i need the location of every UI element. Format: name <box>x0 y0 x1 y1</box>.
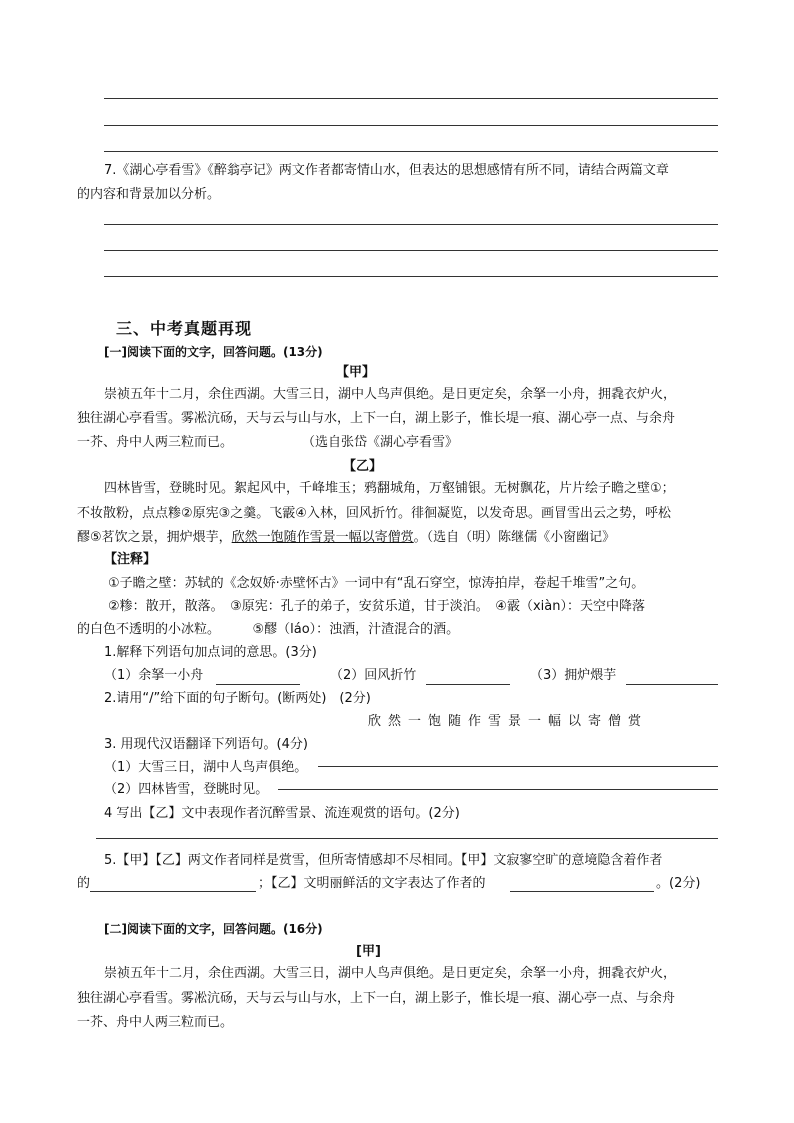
answer-line[interactable] <box>104 151 718 152</box>
q4-text: 4 写出【乙】文中表现作者沉醉雪景、流连观赏的语句。(2分) <box>104 806 460 821</box>
yi-label: 【乙】 <box>343 459 383 474</box>
answer-line[interactable] <box>96 838 718 839</box>
q3-item-1: （1）大雪三日，湖中人鸟声俱绝。 <box>104 760 308 775</box>
note-line: 的白色不透明的小冰粒。 ⑤醪（láo）：浊酒，汁渣混合的酒。 <box>77 622 460 637</box>
part1-header: [一]阅读下面的文字，回答问题。(13分) <box>104 345 323 359</box>
answer-blank[interactable] <box>510 891 654 892</box>
q1-item-1: （1）余拏一小舟 <box>104 668 204 683</box>
underlined-sentence: 欣然一饱随作雪景一幅以寄僧赏 <box>231 530 414 545</box>
answer-blank[interactable] <box>318 766 718 767</box>
answer-line[interactable] <box>104 224 718 225</box>
yi-text-line: 不妆散粉，点点糁②原宪③之羹。飞霰④入林，回风折竹。徘徊凝览，以发奇思。画冒雪出云之势，呼松 <box>77 506 671 521</box>
part2-header: [二]阅读下面的文字，回答问题。(16分) <box>104 922 323 936</box>
jia-text-line: 崇祯五年十二月，余住西湖。大雪三日，湖中人鸟声俱绝。是日更定矣，余拏一小舟，拥毳衣炉火， <box>104 387 677 402</box>
answer-line[interactable] <box>104 125 718 126</box>
q2-sentence: 欣然一饱随作雪景一幅以寄僧赏 <box>368 714 649 729</box>
question-7-line2: 的内容和背景加以分析。 <box>77 187 221 202</box>
q5-suffix: 。(2分) <box>656 876 701 891</box>
notes-label: 【注释】 <box>104 552 157 567</box>
yi-text-line <box>77 530 615 546</box>
q2-text: 2.请用“/”给下面的句子断句。(断两处) (2分) <box>104 691 371 706</box>
jia-text-line: 一芥、舟中人两三粒而已。 <box>77 435 234 450</box>
q5-line1: 5.【甲】【乙】两文作者同样是赏雪，但所寄情感却不尽相同。【甲】文寂寥空旷的意境隐含着作者 <box>104 853 663 868</box>
yi-text-part: 醪⑤茗饮之景，拥炉煨芋， <box>77 530 232 545</box>
section-title: 三、中考真题再现 <box>116 319 253 338</box>
part2-jia-line: 崇祯五年十二月，余住西湖。大雪三日，湖中人鸟声俱绝。是日更定矣，余拏一小舟，拥毳衣炉火， <box>104 966 677 981</box>
q1-item-2: （2）回风折竹 <box>330 668 417 683</box>
jia-label: 【甲】 <box>336 365 376 380</box>
jia-text-line: 独往湖心亭看雪。雾凇沆砀，天与云与山与水，上下一白，湖上影子，惟长堤一痕、湖心亭一点、与余舟 <box>77 411 676 426</box>
answer-blank[interactable] <box>278 789 718 790</box>
q5-middle: ；【乙】文明丽鲜活的文字表达了作者的 <box>258 876 486 891</box>
note-line: ①子瞻之壁：苏轼的《念奴娇·赤壁怀古》一词中有“乱石穿空，惊涛拍岸，卷起千堆雪”之句。 <box>108 576 645 591</box>
answer-blank[interactable] <box>216 684 300 685</box>
answer-blank[interactable] <box>426 684 510 685</box>
yi-source: 。（选自（明）陈继儒《小窗幽记》 <box>413 530 616 545</box>
answer-blank[interactable] <box>626 684 718 685</box>
q1-text: 1.解释下列语句加点词的意思。(3分) <box>104 645 317 660</box>
q3-item-2: （2）四林皆雪，登眺时见。 <box>104 782 269 797</box>
q1-item-3: （3）拥炉煨芋 <box>530 668 617 683</box>
note-line: ②糁：散开，散落。 ③原宪：孔子的弟子，安贫乐道，甘于淡泊。 ④霰（xiàn）：天空中降落 <box>108 599 645 614</box>
jia-source: （选自张岱《湖心亭看雪》 <box>302 435 459 450</box>
q3-text: 3. 用现代汉语翻译下列语句。(4分) <box>104 737 308 752</box>
answer-blank[interactable] <box>90 891 256 892</box>
yi-text-line: 四林皆雪，登眺时见。絮起风中，千峰堆玉；鸦翻城角，万壑铺银。无树飘花，片片绘子瞻之壁①； <box>104 481 675 496</box>
answer-line[interactable] <box>104 98 718 99</box>
question-7-line1: 7.《湖心亭看雪》《醉翁亭记》两文作者都寄情山水，但表达的思想感情有所不同，请结合两篇文章 <box>104 163 669 178</box>
part2-jia-label: [甲] <box>356 944 381 959</box>
answer-line[interactable] <box>104 276 718 277</box>
q5-prefix: 的 <box>77 876 91 891</box>
answer-line[interactable] <box>104 250 718 251</box>
part2-jia-line: 一芥、舟中人两三粒而已。 <box>77 1015 234 1030</box>
part2-jia-line: 独往湖心亭看雪。雾凇沆砀，天与云与山与水，上下一白，湖上影子，惟长堤一痕、湖心亭一点、与余舟 <box>77 991 676 1006</box>
